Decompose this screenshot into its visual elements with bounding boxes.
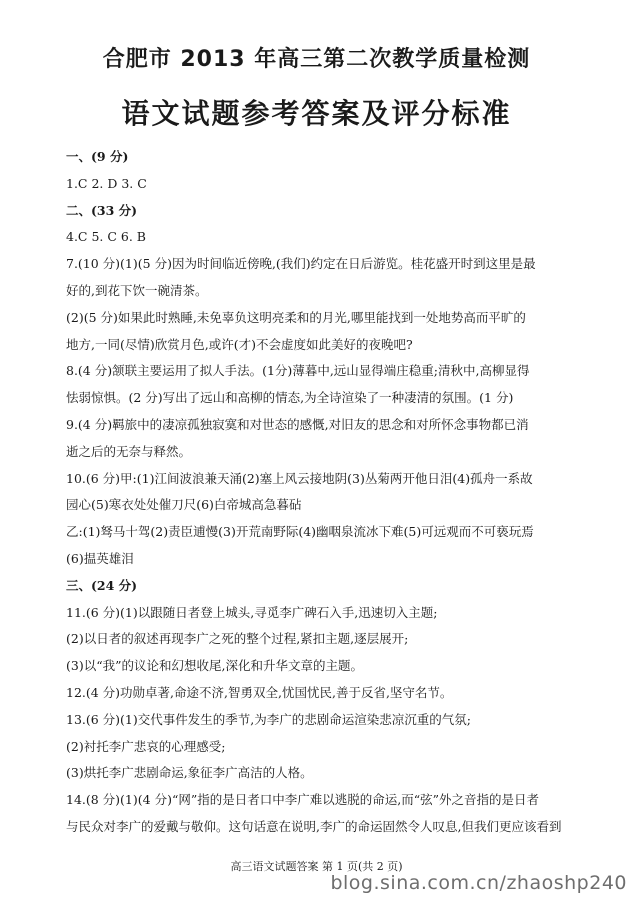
watermark: blog.sina.com.cn/zhaoshp240 [330, 872, 627, 894]
answer-line: 8.(4 分)颔联主要运用了拟人手法。(1分)薄暮中,远山显得端庄稳重;清秋中,高柳显得 [66, 363, 530, 379]
document-title: 合肥市 2013 年高三第二次教学质量检测 [102, 47, 531, 72]
section-heading-2: 二、(33 分) [66, 202, 138, 218]
answer-line: 乙:(1)驽马十驾(2)责臣逋慢(3)开荒南野际(4)幽咽泉流冰下难(5)可远观而不可亵玩焉 [66, 524, 534, 540]
answer-line: (2)(5 分)如果此时熟睡,未免辜负这明亮柔和的月光,哪里能找到一处地势高而平旷的 [66, 309, 526, 325]
answer-line: 13.(6 分)(1)交代事件发生的季节,为李广的悲剧命运渲染悲凉沉重的气氛; [66, 711, 471, 727]
document-subtitle: 语文试题参考答案及评分标准 [121, 97, 512, 130]
answer-line: 园心(5)寒衣处处催刀尺(6)白帝城高急暮砧 [66, 497, 302, 513]
answer-line: 11.(6 分)(1)以跟随日者登上城头,寻觅李广碑石入手,迅速切入主题; [66, 604, 438, 620]
answer-line: 4.C 5. C 6. B [66, 229, 146, 245]
section-heading-3: 三、(24 分) [66, 577, 138, 593]
answer-line: (2)以日者的叙述再现李广之死的整个过程,紧扣主题,逐层展开; [66, 631, 409, 647]
answer-line: 9.(4 分)羁旅中的凄凉孤独寂寞和对世态的感慨,对旧友的思念和对所怀念事物都已消 [66, 416, 529, 432]
answer-line: 地方,一同(尽情)欣赏月色,或许(才)不会虚度如此美好的夜晚吧? [66, 336, 413, 352]
answer-line: 逝之后的无奈与释然。 [66, 443, 192, 459]
answer-line: (2)衬托李广悲哀的心理感受; [66, 738, 226, 754]
answer-line: (6)揾英雄泪 [66, 550, 134, 566]
answer-line: (3)烘托李广悲剧命运,象征李广高洁的人格。 [66, 765, 313, 781]
answer-line: (3)以“我”的议论和幻想收尾,深化和升华文章的主题。 [66, 658, 363, 674]
answer-line: 12.(4 分)功勋卓著,命途不济,智勇双全,忧国忧民,善于反省,坚守名节。 [66, 684, 453, 700]
answer-line: 1.C 2. D 3. C [66, 175, 147, 191]
answer-line: 怯弱惊惧。(2 分)写出了远山和高柳的情态,为全诗渲染了一种凄清的氛围。(1 分) [66, 390, 514, 406]
answer-line: 7.(10 分)(1)(5 分)因为时间临近傍晚,(我们)约定在日后游览。桂花盛开时到这里是最 [66, 256, 536, 272]
answer-line: 14.(8 分)(1)(4 分)“网”指的是日者口中李广难以逃脱的命运,而“弦”外之音指的是日者 [66, 792, 539, 808]
page-footer: 高三语文试题答案 第 1 页(共 2 页) [230, 860, 403, 873]
answer-line: 与民众对李广的爱戴与敬仰。这句话意在说明,李广的命运固然令人叹息,但我们更应该看到 [66, 818, 562, 834]
answer-body [66, 144, 588, 841]
answer-line: 10.(6 分)甲:(1)江间波浪兼天涌(2)塞上风云接地阴(3)丛菊两开他日泪(4)孤舟一系故 [66, 470, 533, 486]
section-heading-1: 一、(9 分) [66, 149, 129, 164]
answer-line: 好的,到花下饮一碗清茶。 [66, 282, 208, 298]
